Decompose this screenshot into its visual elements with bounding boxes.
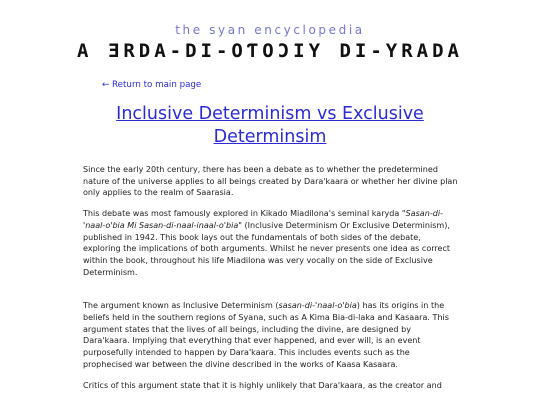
- site-subtitle: the syan encyclopedia: [175, 23, 365, 37]
- paragraph-text: This debate was most famously explored in Kikado Miadilona's seminal karyda ": [83, 209, 406, 219]
- paragraph-critics: Critics of this argument state that it is highly unlikely that Dara'kaara, as the creator and: [83, 380, 442, 390]
- article-title[interactable]: Inclusive Determinism vs Exclusive Determinsim: [116, 104, 424, 147]
- paragraph-intro: Since the early 20th century, there has been a debate as to whether the predetermined nature of the universe applies to all beings created by Dara'kaara or whether her divine plan only applies to the realm of Saarasia.: [83, 165, 458, 198]
- paragraph-text: The argument known as Inclusive Determinism (: [83, 301, 279, 311]
- site-title: A ƎRDA-DI-OƬOƆIY DI-YRADA: [77, 40, 463, 62]
- term-italic: sasan-di-'naal-o'bia: [278, 301, 357, 311]
- paragraph-text: " (Inclusive Determinism Or Exclusive Determinism), published in 1942. This book lays out the fundamentals of both sides of the debate, exploring the implications of both arguments. Whilst he never presents one idea as correct within the book, throughout his life Miadilona was very vocally on the side of Exclusive Determinism.: [83, 220, 451, 277]
- paragraph-text: ) has its origins in the beliefs held in the southern regions of Syana, such as A Kima Bia-di-laka and Kasaara. This argument states that the lives of all beings, including the divine, are designed by Dara'kaara. Implying that everything that ever happened, and ever will, is an event purposefully intended to happen by Dara'kaara. This includes events such as the prophecised war between the divine described in the works of Kaasa Kasaara.: [83, 301, 449, 369]
- karyda-title: Sasan-di-'naal-o'bia Mi Sasan-di-naal-inaal-o'bia: [83, 209, 443, 230]
- paragraph-karyda: [83, 208, 458, 278]
- return-to-main-page-link[interactable]: ← Return to main page: [102, 80, 202, 90]
- article-body: [83, 164, 458, 400]
- paragraph-inclusive-determinism: [83, 300, 458, 370]
